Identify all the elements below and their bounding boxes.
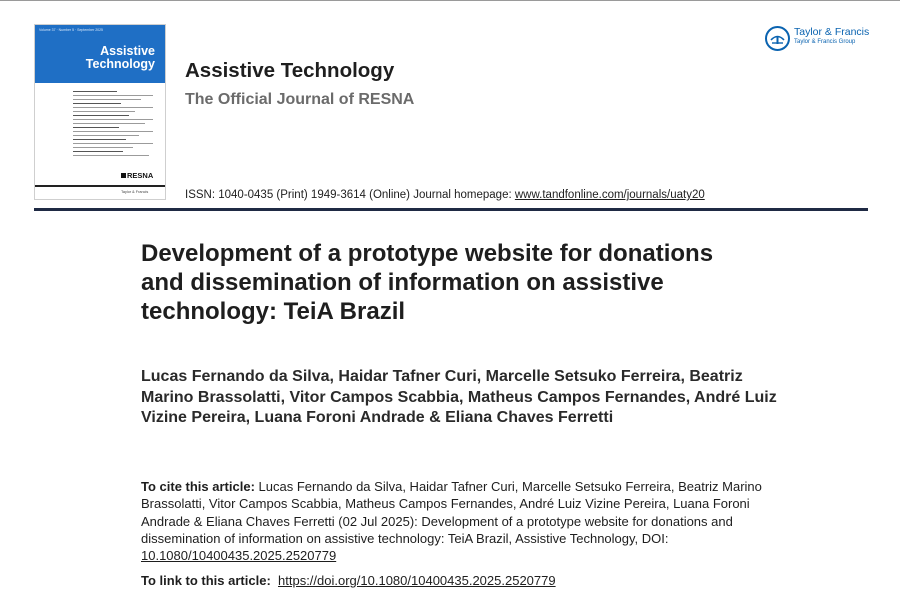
journal-subtitle: The Official Journal of RESNA bbox=[185, 91, 415, 108]
link-label: To link to this article: bbox=[141, 573, 271, 588]
article-link-line bbox=[141, 573, 556, 588]
article-title: Development of a prototype website for donations and dissemination of information on assistive technology: TeiA Brazil bbox=[141, 240, 714, 325]
cover-volume-line: Volume 37 · Number 5 · September 2025 bbox=[39, 28, 104, 32]
header-divider bbox=[34, 208, 868, 211]
cover-table-of-contents bbox=[73, 91, 153, 159]
publisher-logo bbox=[765, 26, 869, 51]
cover-title-line2: Technology bbox=[85, 57, 155, 71]
cover-title bbox=[86, 45, 155, 71]
taylor-francis-logo-icon bbox=[765, 26, 790, 51]
citation-text: Lucas Fernando da Silva, Haidar Tafner Curi, Marcelle Setsuko Ferreira, Beatriz Marino Brassolatti, Vitor Campos Scabbia, Matheus Campos Fernandes, André Luiz Vizine Pereira, Luana Foroni Andrade & Eliana Chaves Ferretti (02 Jul 2025): Development of a prototype website for donations and dissemination of information on assistive technology: TeiA Brazil, Assistive Technology, DOI: bbox=[141, 479, 762, 546]
cover-resna-brand: RESNA bbox=[121, 171, 153, 180]
journal-homepage-link[interactable]: www.tandfonline.com/journals/uaty20 bbox=[514, 189, 705, 201]
publisher-group: Taylor & Francis Group bbox=[794, 39, 856, 45]
cover-publisher: Taylor & Francis bbox=[121, 190, 149, 194]
cover-bottom-rule bbox=[35, 185, 166, 187]
citation-label: To cite this article: bbox=[141, 479, 255, 494]
cover-header-band bbox=[35, 25, 166, 83]
top-border bbox=[0, 0, 900, 1]
journal-title: Assistive Technology bbox=[185, 59, 395, 82]
article-doi-url-link[interactable]: https://doi.org/10.1080/10400435.2025.2520779 bbox=[278, 573, 556, 588]
journal-cover-thumbnail bbox=[34, 24, 166, 200]
issn-line bbox=[185, 189, 705, 201]
article-authors: Lucas Fernando da Silva, Haidar Tafner Curi, Marcelle Setsuko Ferreira, Beatriz Marino Brassolatti, Vitor Campos Scabbia, Matheus Campos Fernandes, André Luiz Vizine Pereira, Luana Foroni Andrade & Eliana Chaves Ferretti bbox=[141, 368, 777, 426]
cover-title-line1: Assistive bbox=[100, 44, 155, 58]
citation-doi-link[interactable]: 10.1080/10400435.2025.2520779 bbox=[141, 548, 337, 564]
citation-block bbox=[141, 478, 781, 564]
issn-text: ISSN: 1040-0435 (Print) 1949-3614 (Online) Journal homepage: bbox=[185, 189, 515, 201]
publisher-name: Taylor & Francis bbox=[794, 26, 870, 38]
